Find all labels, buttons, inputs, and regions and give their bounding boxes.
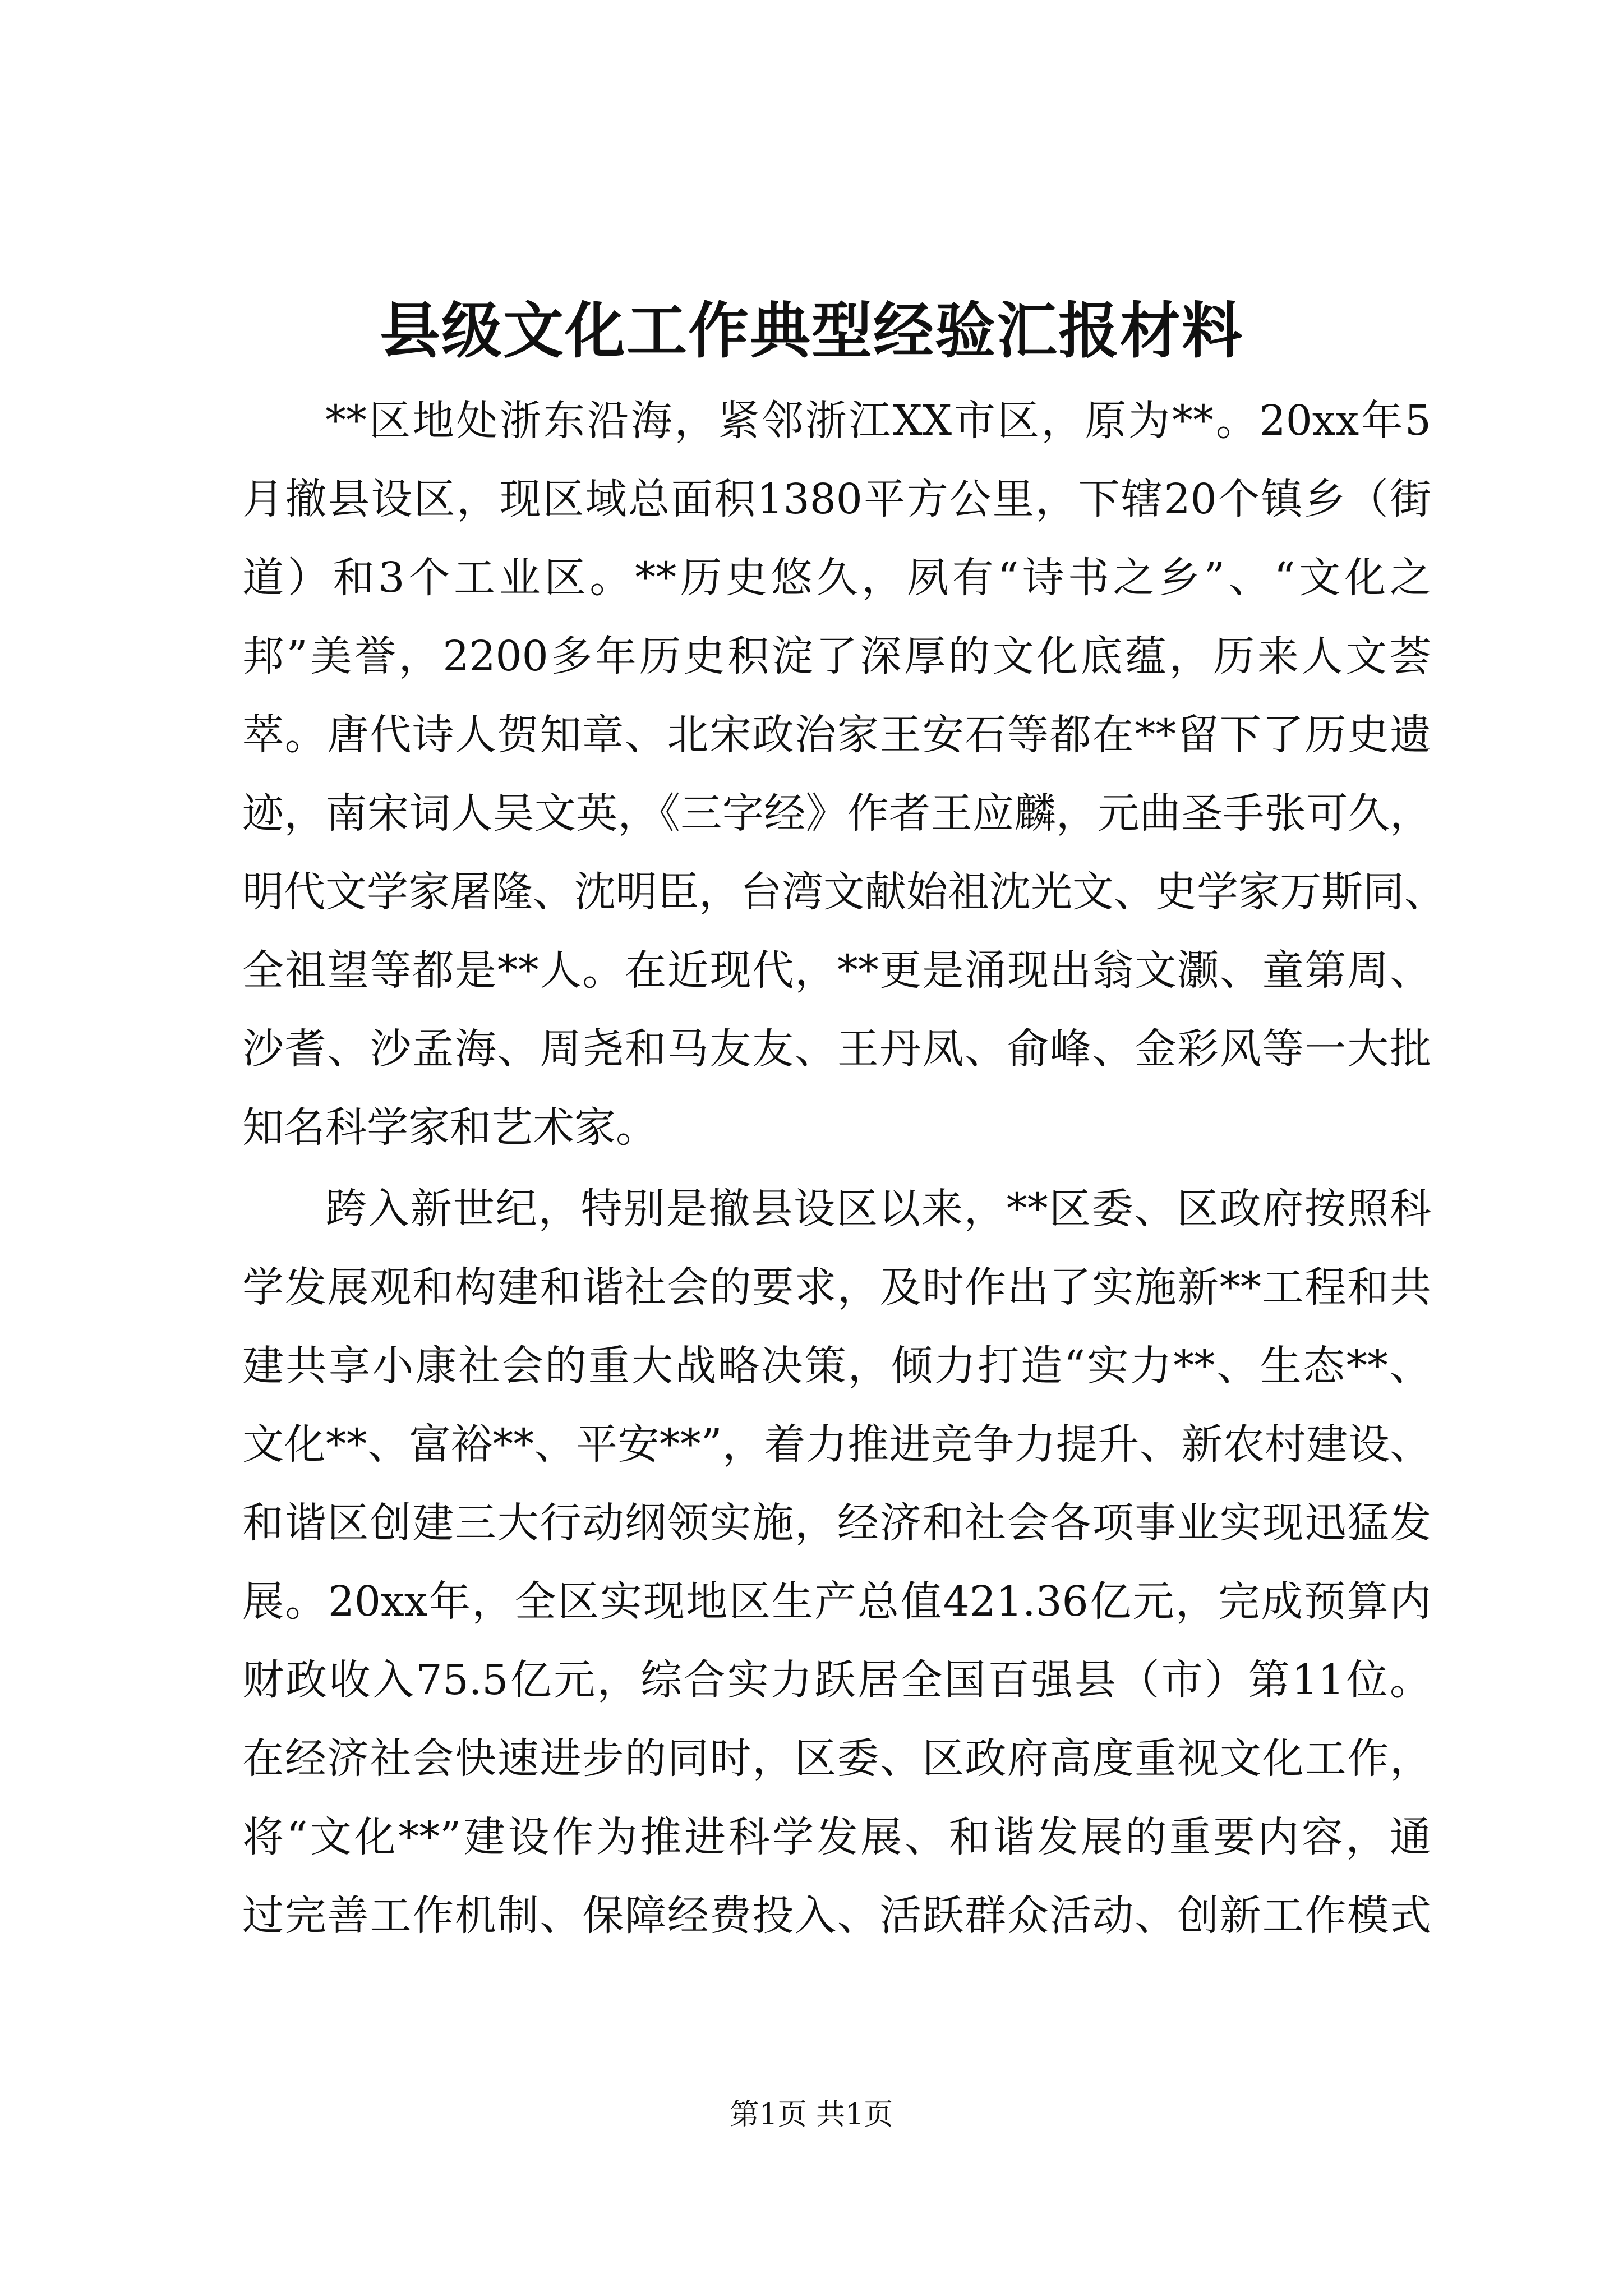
paragraph-1-line-4: 邦”美誉，2200多年历史积淀了深厚的文化底蕴，历来人文荟 (242, 632, 1431, 680)
paragraph-1-line-6: 迹，南宋词人吴文英，《三字经》作者王应麟，元曲圣手张可久， (242, 789, 1431, 838)
paragraph-2-line-9: 将“文化**”建设作为推进科学发展、和谐发展的重要内容，通 (242, 1813, 1431, 1861)
paragraph-1-line-9: 沙耆、沙孟海、周尧和马友友、王丹凤、俞峰、金彩风等一大批 (242, 1025, 1431, 1073)
document-title: 县级文化工作典型经验汇报材料 (379, 296, 1243, 366)
paragraph-2-line-5: 和谐区创建三大行动纲领实施，经济和社会各项事业实现迅猛发 (242, 1499, 1431, 1547)
paragraph-1-line-8: 全祖望等都是**人。在近现代，**更是涌现出翁文灏、童第周、 (242, 946, 1431, 995)
page-footer: 第1页 共1页 (730, 2098, 893, 2132)
paragraph-2-line-3: 建共享小康社会的重大战略决策，倾力打造“实力**、生态**、 (242, 1342, 1431, 1390)
paragraph-1-line-1: **区地处浙东沿海，紧邻浙江XX市区，原为**。20xx年5 (325, 397, 1431, 445)
paragraph-1-line-5: 萃。唐代诗人贺知章、北宋政治家王安石等都在**留下了历史遗 (242, 711, 1431, 759)
paragraph-2-line-6: 展。20xx年，全区实现地区生产总值421.36亿元，完成预算内 (242, 1577, 1431, 1626)
paragraph-1-line-7: 明代文学家屠隆、沈明臣，台湾文献始祖沈光文、史学家万斯同、 (242, 868, 1446, 916)
paragraph-2-line-8: 在经济社会快速进步的同时，区委、区政府高度重视文化工作， (242, 1734, 1431, 1783)
paragraph-1-line-3: 道）和3个工业区。**历史悠久，夙有“诗书之乡”、“文化之 (242, 554, 1431, 602)
paragraph-2-line-10: 过完善工作机制、保障经费投入、活跃群众活动、创新工作模式 (242, 1892, 1431, 1940)
paragraph-1-line-2: 月撤县设区，现区域总面积1380平方公里，下辖20个镇乡（街 (242, 475, 1431, 523)
paragraph-2-line-1: 跨入新世纪，特别是撤县设区以来，**区委、区政府按照科 (325, 1185, 1431, 1233)
paragraph-2-line-4: 文化**、富裕**、平安**”，着力推进竞争力提升、新农村建设、 (242, 1420, 1431, 1469)
paragraph-1-line-10: 知名科学家和艺术家。 (242, 1103, 657, 1152)
paragraph-2-line-7: 财政收入75.5亿元，综合实力跃居全国百强县（市）第11位。 (242, 1656, 1431, 1704)
paragraph-2-line-2: 学发展观和构建和谐社会的要求，及时作出了实施新**工程和共 (242, 1263, 1431, 1312)
